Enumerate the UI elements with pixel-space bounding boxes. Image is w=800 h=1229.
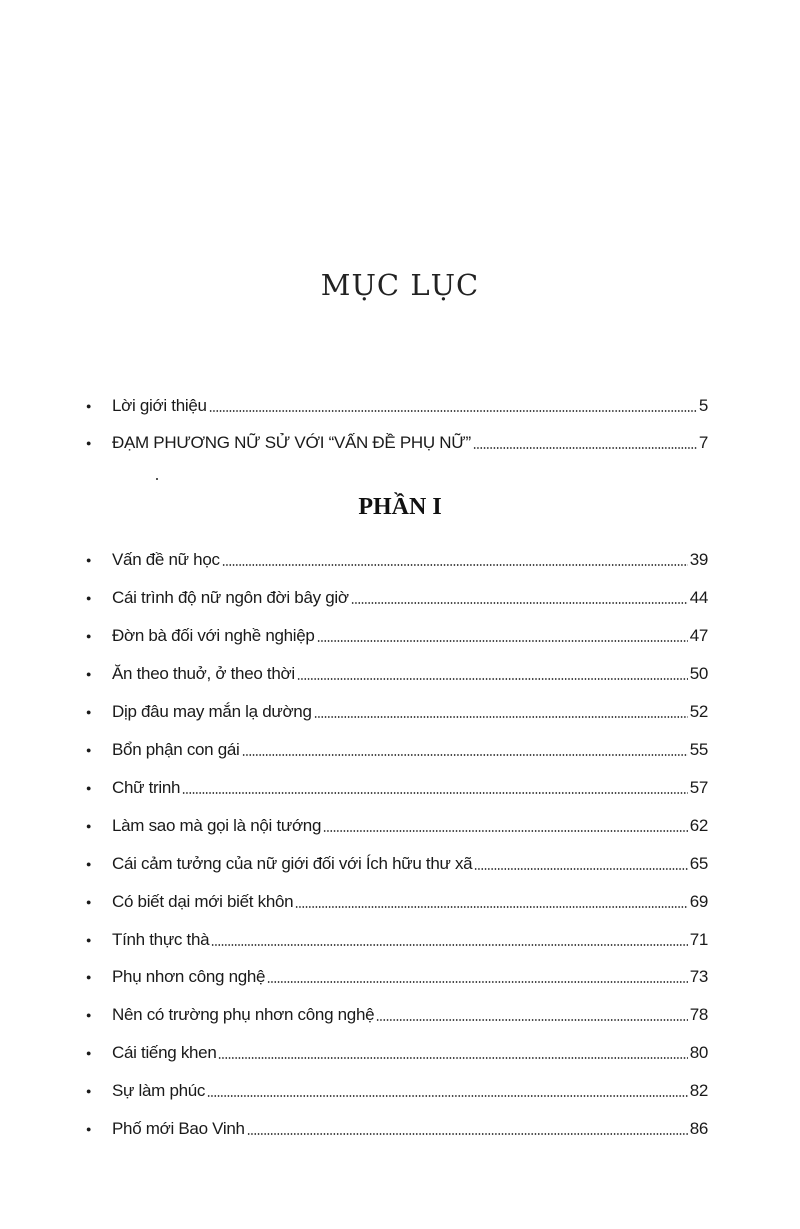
- page-number: 86: [689, 1119, 708, 1139]
- entry-title: Cái trình độ nữ ngôn đời bây giờ: [112, 587, 349, 607]
- entry-title: Dịp đâu may mắn lạ dường: [112, 701, 312, 721]
- toc-entry[interactable]: [86, 1039, 708, 1063]
- page-number: 80: [689, 1043, 708, 1063]
- dot-leader: [267, 981, 687, 983]
- toc-entry[interactable]: [86, 774, 708, 798]
- bullet-icon: ●: [86, 972, 92, 983]
- dot-leader: [317, 640, 688, 642]
- dot-leader: [247, 1133, 688, 1135]
- bullet-icon: ●: [86, 438, 92, 448]
- toc-entry[interactable]: [86, 622, 708, 646]
- dot-leader: [474, 868, 687, 870]
- bullet-icon: ●: [86, 1086, 92, 1097]
- dot-leader: [242, 754, 688, 756]
- page-number: 78: [689, 1005, 708, 1025]
- page-title: MỤC LỤC: [320, 268, 480, 302]
- bullet-icon: ●: [86, 858, 92, 869]
- entry-title: Bổn phận con gái: [112, 739, 240, 759]
- entry-title: Chữ trinh: [112, 777, 181, 797]
- bullet-icon: ●: [86, 1124, 92, 1135]
- entry-title: Làm sao mà gọi là nội tướng: [112, 815, 322, 835]
- entry-title: Cái cảm tưởng của nữ giới đối với Ích hữu thư xã: [112, 853, 473, 873]
- entry-title: Phố mới Bao Vinh: [112, 1119, 245, 1139]
- page-number: 7: [698, 433, 708, 452]
- toc-entry[interactable]: [86, 429, 708, 453]
- toc-entry[interactable]: [86, 736, 708, 760]
- dot-leader: [297, 678, 688, 680]
- dot-leader: [295, 906, 687, 908]
- dot-leader: [218, 1057, 687, 1059]
- toc-entry[interactable]: [86, 546, 708, 570]
- bullet-icon: ●: [86, 744, 92, 755]
- page-number: 82: [689, 1081, 708, 1101]
- dot-leader: [182, 792, 687, 794]
- bullet-icon: ●: [86, 934, 92, 945]
- dot-leader: [351, 602, 688, 604]
- bullet-icon: ●: [86, 782, 92, 793]
- dot-leader: [323, 830, 688, 832]
- bullet-icon: ●: [86, 820, 92, 831]
- dot-leader: [207, 1095, 688, 1097]
- entry-title: ĐẠM PHƯƠNG NỮ SỬ VỚI “VẤN ĐỀ PHỤ NỮ”: [112, 433, 471, 452]
- toc-entry[interactable]: [86, 888, 708, 912]
- bullet-icon: ●: [86, 668, 92, 679]
- bullet-icon: ●: [86, 401, 92, 411]
- entry-title: Vấn đề nữ học: [112, 550, 220, 569]
- part-heading: PHẦN I: [358, 494, 442, 520]
- bullet-icon: ●: [86, 896, 92, 907]
- page-number: 65: [689, 853, 708, 873]
- entry-title: Cái tiếng khen: [112, 1043, 217, 1063]
- bullet-icon: ●: [86, 630, 92, 641]
- dot-leader: [209, 410, 697, 412]
- page-number: 50: [689, 663, 708, 683]
- page-number: 44: [689, 587, 708, 607]
- bullet-icon: ●: [86, 706, 92, 717]
- dot-leader: [376, 1019, 687, 1021]
- bullet-icon: ●: [86, 1048, 92, 1059]
- page-number: 52: [689, 701, 708, 721]
- entry-title: Lời giới thiệu: [112, 396, 207, 415]
- entry-title: Nên có trường phụ nhơn công nghệ: [112, 1005, 375, 1025]
- bullet-icon: ●: [86, 555, 92, 565]
- dot-leader: [473, 447, 697, 449]
- entry-title: Ăn theo thuở, ở theo thời: [112, 663, 295, 683]
- page-number: 57: [689, 777, 708, 797]
- page-number: 47: [689, 625, 708, 645]
- entry-title: Sự làm phúc: [112, 1081, 206, 1101]
- stray-mark: [156, 478, 158, 480]
- dot-leader: [222, 564, 688, 566]
- page-number: 5: [698, 396, 708, 415]
- toc-entry[interactable]: [86, 926, 708, 950]
- page-number: 39: [689, 550, 708, 569]
- dot-leader: [314, 716, 688, 718]
- toc-entry[interactable]: [86, 392, 708, 416]
- bullet-icon: ●: [86, 1010, 92, 1021]
- page-number: 62: [689, 815, 708, 835]
- toc-entry[interactable]: [86, 963, 708, 987]
- page-number: 71: [689, 929, 708, 949]
- toc-entry[interactable]: [86, 812, 708, 836]
- entry-title: Đờn bà đối với nghề nghiệp: [112, 625, 315, 645]
- toc-entry[interactable]: [86, 584, 708, 608]
- toc-entry[interactable]: [86, 660, 708, 684]
- entry-title: Có biết dại mới biết khôn: [112, 891, 294, 911]
- dot-leader: [211, 944, 687, 946]
- page-number: 55: [689, 739, 708, 759]
- toc-entry[interactable]: [86, 698, 708, 722]
- entry-title: Tính thực thà: [112, 929, 210, 949]
- page-number: 73: [689, 967, 708, 987]
- entry-title: Phụ nhơn công nghệ: [112, 967, 266, 987]
- toc-entry[interactable]: [86, 1001, 708, 1025]
- bullet-icon: ●: [86, 592, 92, 603]
- toc-entry[interactable]: [86, 1077, 708, 1101]
- toc-entry[interactable]: [86, 1115, 708, 1139]
- toc-entry[interactable]: [86, 850, 708, 874]
- page-number: 69: [689, 891, 708, 911]
